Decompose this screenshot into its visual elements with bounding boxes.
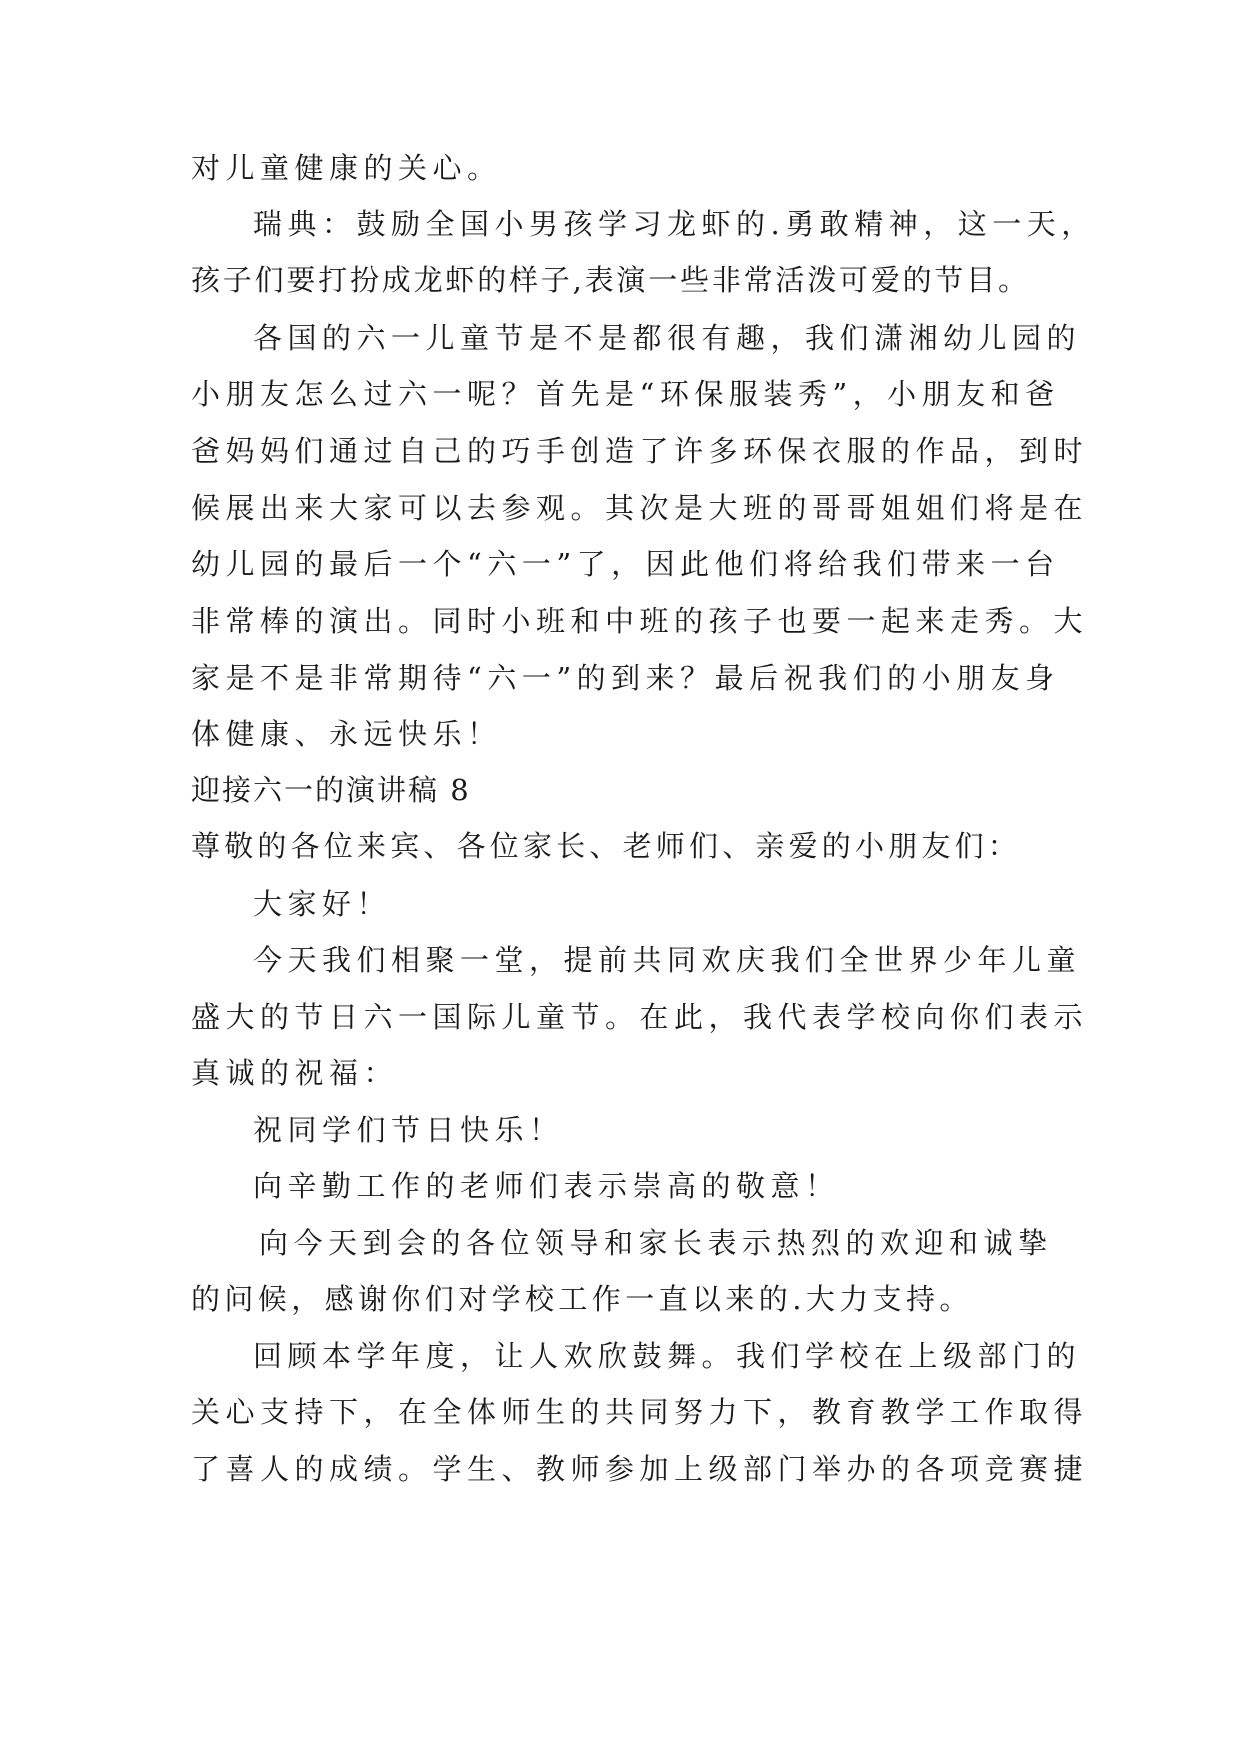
paragraph-line: 回顾本学年度，让人欢欣鼓舞。我们学校在上级部门的: [253, 1339, 1082, 1373]
paragraph-line: 真诚的祝福：: [191, 1056, 399, 1090]
paragraph-line: 关心支持下，在全体师生的共同努力下，教育教学工作取得: [191, 1395, 1089, 1429]
paragraph-line: 各国的六一儿童节是不是都很有趣，我们潇湘幼儿园的: [253, 321, 1082, 355]
paragraph-line: 向今天到会的各位领导和家长表示热烈的欢迎和诚挚: [259, 1226, 1053, 1260]
paragraph-line: 家是不是非常期待“六一”的到来？最后祝我们的小朋友身: [191, 661, 1060, 695]
paragraph-line: 体健康、永远快乐！: [191, 717, 502, 751]
paragraph-line: 非常棒的演出。同时小班和中班的孩子也要一起来走秀。大: [191, 604, 1089, 638]
paragraph-line: 幼儿园的最后一个“六一”了，因此他们将给我们带来一台: [191, 547, 1060, 581]
paragraph-line: 盛大的节日六一国际儿童节。在此，我代表学校向你们表示: [191, 1000, 1089, 1034]
paragraph-line: 今天我们相聚一堂，提前共同欢庆我们全世界少年儿童: [253, 943, 1082, 977]
section-heading: 迎接六一的演讲稿 8: [191, 773, 471, 807]
paragraph-line: 小朋友怎么过六一呢？首先是“环保服装秀”，小朋友和爸: [191, 377, 1060, 411]
paragraph-line: 的问候，感谢你们对学校工作一直以来的.大力支持。: [191, 1282, 973, 1316]
paragraph-line: 孩子们要打扮成龙虾的样子,表演一些非常活泼可爱的节目。: [191, 263, 1030, 297]
salutation-line: 尊敬的各位来宾、各位家长、老师们、亲爱的小朋友们：: [191, 829, 1022, 863]
paragraph-line: 祝同学们节日快乐！: [253, 1113, 564, 1147]
paragraph-line: 向辛勤工作的老师们表示崇高的敬意！: [253, 1169, 840, 1203]
paragraph-line: 对儿童健康的关心。: [191, 151, 502, 185]
paragraph-line: 候展出来大家可以去参观。其次是大班的哥哥姐姐们将是在: [191, 491, 1089, 525]
paragraph-line: 瑞典：鼓励全国小男孩学习龙虾的.勇敢精神，这一天，: [253, 207, 1096, 241]
paragraph-line: 爸妈妈们通过自己的巧手创造了许多环保衣服的作品，到时: [191, 434, 1089, 468]
paragraph-line: 了喜人的成绩。学生、教师参加上级部门举办的各项竞赛捷: [191, 1452, 1089, 1486]
greeting-line: 大家好！: [253, 887, 392, 921]
